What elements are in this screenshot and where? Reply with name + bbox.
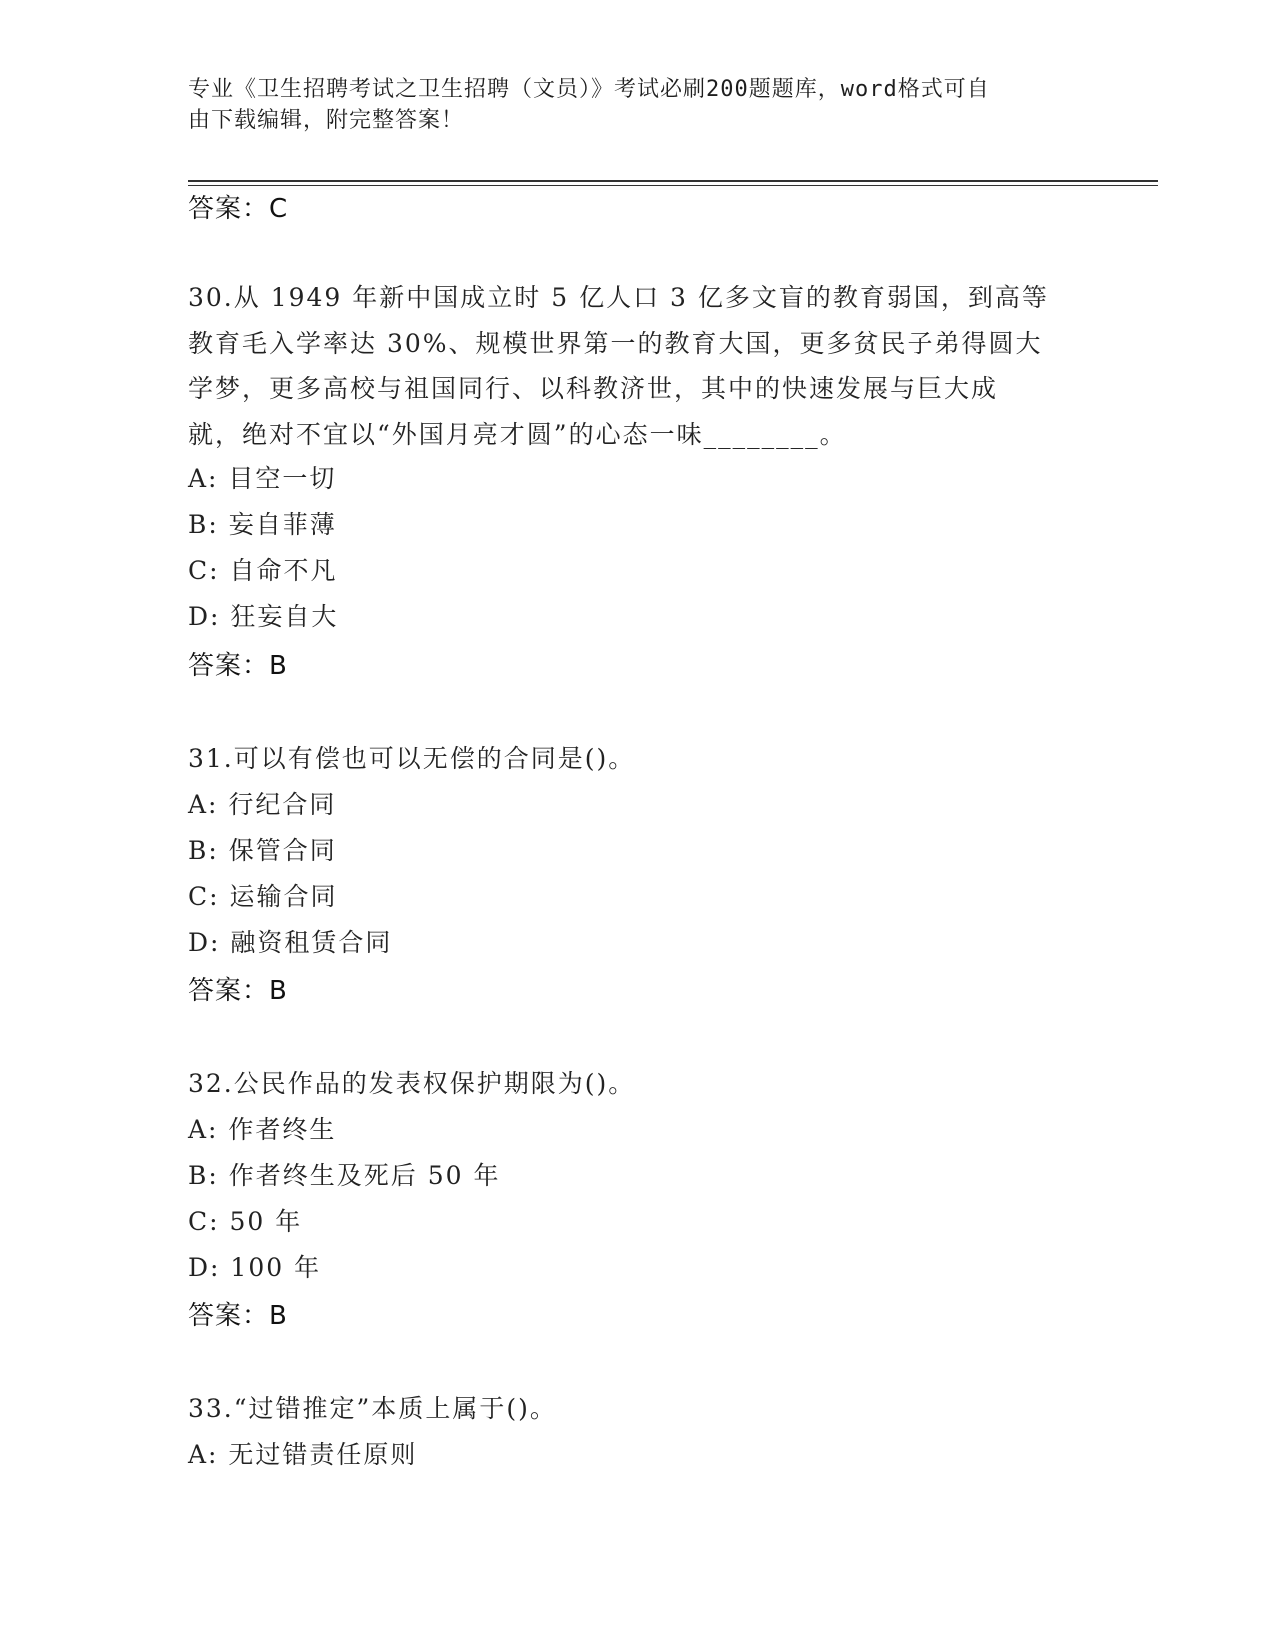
question-30-line-3: 学梦，更多高校与祖国同行、以科教济世，其中的快速发展与巨大成 [188,374,999,403]
header-rule-thick [188,180,1158,182]
question-33-stem: 33.“过错推定”本质上属于()。 [188,1394,557,1423]
header-line-1: 专业《卫生招聘考试之卫生招聘（文员）》考试必刷200题题库，word格式可自 [188,77,990,102]
question-30-option-c: C: 自命不凡 [188,556,338,585]
question-32-option-b: B: 作者终生及死后 50 年 [188,1161,501,1190]
answer-previous: 答案：C [188,194,289,224]
question-32-option-a: A: 作者终生 [188,1115,337,1144]
question-32-option-c: C: 50 年 [188,1207,303,1236]
question-30-stem [188,275,1088,457]
question-32-stem: 32.公民作品的发表权保护期限为()。 [188,1069,636,1098]
question-30-line-2: 教育毛入学率达 30%、规模世界第一的教育大国，更多贫民子弟得圆大 [188,328,1043,358]
document-header [188,74,1088,136]
question-30-option-b: B: 妄自菲薄 [188,510,337,539]
question-33-option-a: A: 无过错责任原则 [188,1440,418,1469]
question-30-answer: 答案：B [188,651,288,681]
question-31-option-d: D: 融资租赁合同 [188,928,393,957]
question-31-option-b: B: 保管合同 [188,836,337,865]
header-line-2: 由下载编辑，附完整答案！ [188,108,465,133]
question-30-option-d: D: 狂妄自大 [188,602,339,631]
header-rule-thin [188,185,1158,186]
question-32-option-d: D: 100 年 [188,1253,322,1282]
question-30-line-1: 30.从 1949 年新中国成立时 5 亿人口 3 亿多文盲的教育弱国，到高等 [188,283,1049,312]
question-30-option-a: A: 目空一切 [188,464,337,493]
question-31-answer: 答案：B [188,976,288,1006]
question-31-option-a: A: 行纪合同 [188,790,337,819]
question-31-stem: 31.可以有偿也可以无偿的合同是()。 [188,744,636,773]
question-30-line-4: 就，绝对不宜以“外国月亮才圆”的心态一味________。 [188,419,847,449]
question-31-option-c: C: 运输合同 [188,882,338,911]
question-32-answer: 答案：B [188,1301,288,1331]
